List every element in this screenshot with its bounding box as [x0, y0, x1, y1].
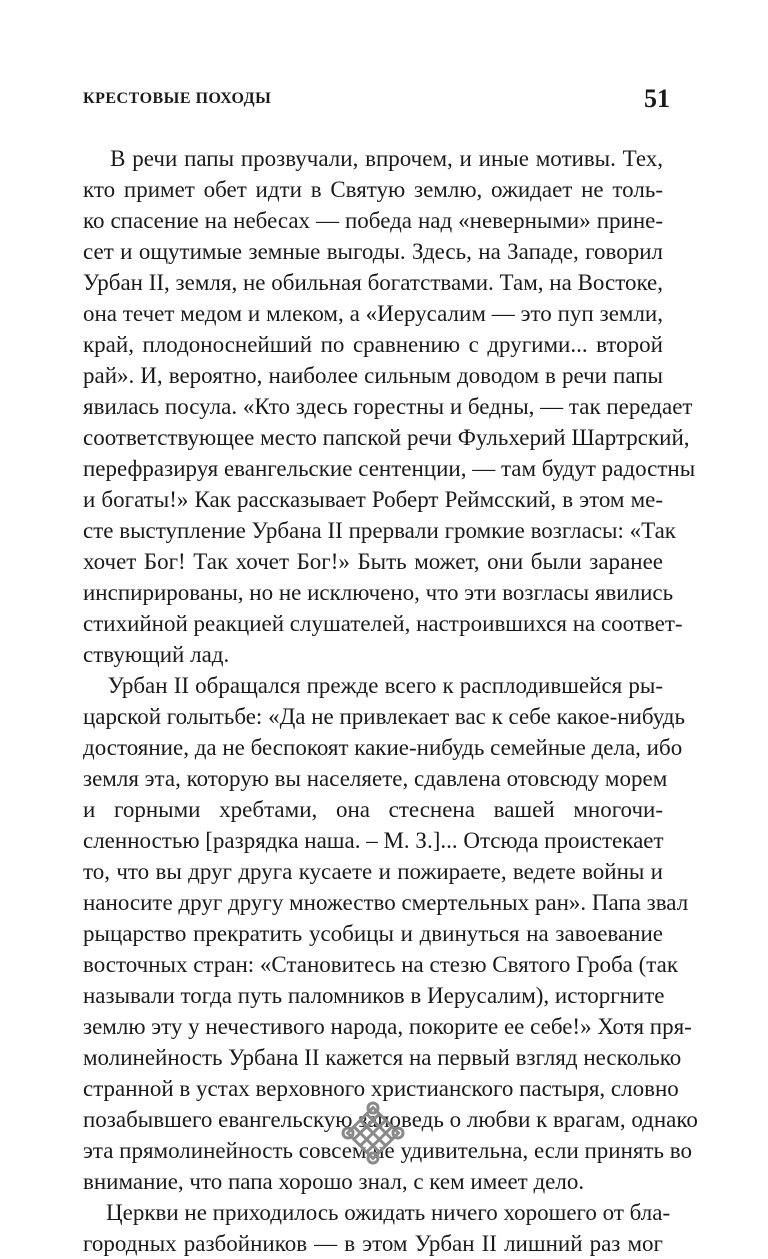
text-line: рыцарство прекратить усобицы и двинуться на завоевание — [83, 921, 663, 946]
text-line: Урбан II, земля, не обильная богатствами. Там, на Востоке, — [83, 270, 663, 295]
text-line: царской голытьбе: «Да не привлекает вас к себе какое-нибудь — [83, 704, 685, 729]
text-line: ко спасение на небесах — победа над «неверными» прине- — [83, 208, 663, 233]
text-line: сленностью [разрядка наша. – М. З.]... Отсюда проистекает — [83, 828, 664, 853]
text-line: наносите друг другу множество смертельных ран». Папа звал — [83, 890, 689, 915]
text-line: инспирированы, но не исключено, что эти возгласы явились — [83, 580, 674, 605]
text-line: и богаты!» Как рассказывает Роберт Реймсский, в этом ме- — [83, 487, 663, 512]
text-line: восточных стран: «Становитесь на стезю Святого Гроба (так — [83, 952, 679, 977]
text-line: достояние, да не беспокоят какие-нибудь семейные дела, ибо — [83, 735, 683, 760]
text-line: эта прямолинейность совсем не удивительна, если принять во — [83, 1138, 692, 1163]
text-line: называли тогда путь паломников в Иерусалим), исторгните — [83, 983, 665, 1008]
text-line: соответствующее место папской речи Фульхерий Шартрский, — [83, 425, 690, 450]
text-line: молинейность Урбана II кажется на первый взгляд несколько — [83, 1045, 682, 1070]
text-line: позабывшего евангельскую заповедь о любви к врагам, однако — [83, 1107, 698, 1132]
text-line: землю эту у нечестивого народа, покорите ее себе!» Хотя пря- — [83, 1014, 692, 1039]
text-line: стихийной реакцией слушателей, настроившихся на соответ- — [83, 611, 683, 636]
text-line: В речи папы прозвучали, впрочем, и иные мотивы. Тех, — [83, 146, 663, 171]
text-line: явилась посула. «Кто здесь горестны и бедны, — так передает — [83, 394, 693, 419]
text-line: сет и ощутимые земные выгоды. Здесь, на Западе, говорил — [83, 239, 663, 264]
text-line: Урбан II обращался прежде всего к расплодившейся ры- — [83, 673, 663, 698]
endless-knot-ornament-icon — [338, 1098, 408, 1168]
text-line: земля эта, которую вы населяете, сдавлена отовсюду морем — [83, 766, 668, 791]
running-title: КРЕСТОВЫЕ ПОХОДЫ — [83, 90, 272, 107]
text-line: хочет Бог! Так хочет Бог!» Быть может, они были заранее — [83, 549, 663, 574]
text-line: то, что вы друг друга кусаете и пожираете, ведете войны и — [83, 859, 663, 884]
page-number: 51 — [644, 84, 670, 113]
text-line: она течет медом и млеком, а «Иерусалим — это пуп земли, — [83, 301, 663, 326]
text-line: кто примет обет идти в Святую землю, ожидает не толь- — [83, 177, 663, 202]
text-line: рай». И, вероятно, наиболее сильным доводом в речи папы — [83, 363, 663, 388]
text-line: перефразируя евангельские сентенции, — там будут радостны — [83, 456, 696, 481]
page-header — [83, 84, 670, 120]
text-line: край, плодоноснейший по сравнению с другими... второй — [83, 332, 663, 357]
text-line: сте выступление Урбана II прервали громкие возгласы: «Так — [83, 518, 676, 543]
text-line: Церкви не приходилось ожидать ничего хорошего от бла- — [83, 1200, 671, 1225]
text-line: городных разбойников — в этом Урбан II лишний раз мог — [83, 1231, 663, 1256]
body-text — [83, 143, 698, 1259]
text-line: и горными хребтами, она стеснена вашей многочи- — [83, 797, 663, 822]
text-line: ствующий лад. — [83, 642, 230, 667]
text-line: внимание, что папа хорошо знал, с кем имеет дело. — [83, 1169, 585, 1194]
text-line: странной в устах верховного христианского пастыря, словно — [83, 1076, 679, 1101]
